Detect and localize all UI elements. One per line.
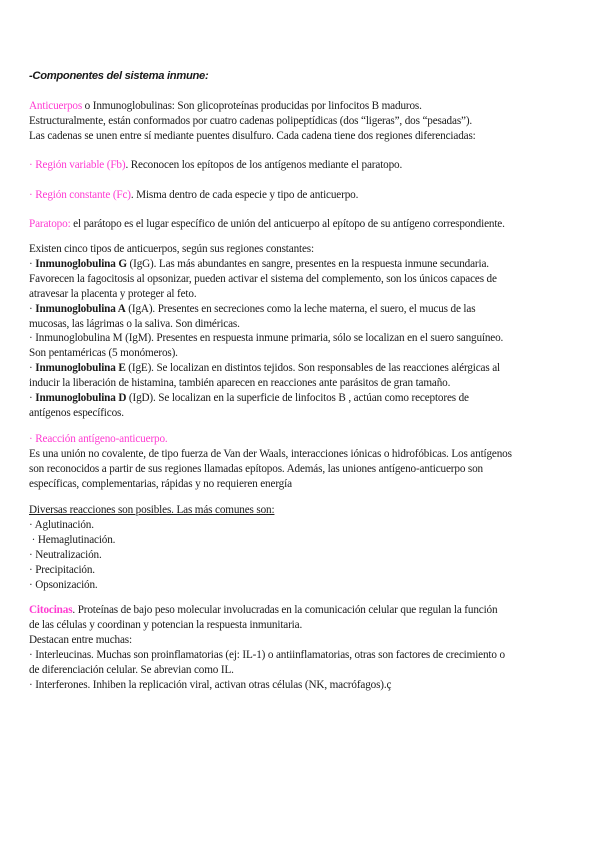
iga-line-1: · Inmunoglobulina A (IgA). Presentes en secreciones como la leche materna, el suero, el mucus de las: [29, 302, 476, 315]
citocinas-line-2: de las células y coordinan y potencian la respuesta inmunitaria.: [29, 618, 303, 631]
iga-name: Inmunoglobulina A: [35, 302, 126, 315]
term-citocinas: Citocinas: [29, 604, 73, 616]
citocinas-line-3: Destacan entre muchas:: [29, 633, 132, 646]
reaccion-line-3: específicas, complementarias, rápidas y no requieren energía: [29, 477, 292, 490]
list-item: · Aglutinación.: [29, 518, 94, 531]
igg-line-3: atravesar la placenta y proteger al feto.: [29, 287, 197, 300]
reaccion-heading: · Reacción antígeno-anticuerpo.: [29, 433, 168, 445]
reacciones-heading: Diversas reacciones son posibles. Las más comunes son:: [29, 504, 275, 516]
igg-line-2: Favorecen la fagocitosis al opsonizar, pueden activar el sistema del complemento, son los únicos capaces de: [29, 272, 497, 285]
ige-line-1: · Inmunoglobulina E (IgE). Se localizan en distintos tejidos. Son responsables de las reacciones alérgicas al: [29, 362, 500, 375]
region-variable: · Región variable (Fb). Reconocen los epítopos de los antígenos mediante el paratopo.: [29, 159, 403, 171]
intro-line-3: Las cadenas se unen entre sí mediante puentes disulfuro. Cada cadena tiene dos regiones diferenciadas:: [29, 129, 476, 142]
list-item: · Opsonización.: [29, 578, 98, 591]
reaccion-line-2: son reconocidos a partir de sus regiones llamadas epítopos. Además, las uniones antígeno-anticuerpo son: [29, 462, 483, 475]
term-paratopo: Paratopo:: [29, 218, 71, 230]
intro-paragraph: [29, 99, 476, 144]
igg-name: Inmunoglobulina G: [35, 257, 127, 270]
tipos-intro: Existen cinco tipos de anticuerpos, según sus regiones constantes:: [29, 243, 314, 255]
igd-line-2: antígenos específicos.: [29, 406, 124, 419]
igd-name: Inmunoglobulina D: [35, 392, 127, 405]
paratopo-paragraph: Paratopo: el parátopo es el lugar específico de unión del anticuerpo al epítopo de su antígeno correspondiente.: [29, 218, 505, 230]
term-region-constante: · Región constante (Fc): [29, 189, 131, 201]
intro-line-1: Anticuerpos o Inmunoglobulinas: Son glicoproteínas producidas por linfocitos B maduros.: [29, 100, 422, 112]
list-item: · Neutralización.: [29, 548, 102, 561]
term-anticuerpos: Anticuerpos: [29, 100, 83, 112]
term-region-variable: · Región variable (Fb): [29, 159, 126, 171]
region-constante: · Región constante (Fc). Misma dentro de cada especie y tipo de anticuerpo.: [29, 189, 359, 201]
igg-line-1: · Inmunoglobulina G (IgG). Las más abundantes en sangre, presentes en la respuesta inmune secundaria.: [29, 257, 489, 270]
citocinas-line-5: de diferenciación celular. Se abrevian como IL.: [29, 663, 234, 676]
reaccion-antigeno-anticuerpo: [29, 432, 512, 492]
igm-line-2: Son pentaméricas (5 monómeros).: [29, 347, 178, 360]
igd-line-1: · Inmunoglobulina D (IgD). Se localizan en la superficie de linfocitos B , actúan como receptores de: [29, 392, 469, 405]
iga-line-2: mucosas, las lágrimas o la saliva. Son diméricas.: [29, 317, 240, 330]
ige-name: Inmunoglobulina E: [35, 362, 126, 375]
citocinas-line-4: · Interleucinas. Muchas son proinflamatorias (ej: IL-1) o antiinflamatorias, otras son factores de crecimiento o: [29, 648, 505, 661]
citocinas-line-6: · Interferones. Inhiben la replicación viral, activan otras células (NK, macrófagos).ç: [29, 678, 392, 691]
page-title: -Componentes del sistema inmune:: [29, 70, 209, 82]
ige-line-2: inducir la liberación de histamina, también aparecen en reacciones ante parásitos de gran tamaño.: [29, 377, 451, 390]
reaccion-line-1: Es una unión no covalente, de tipo fuerza de Van der Waals, interacciones iónicas o hidrofóbicas. Los antígenos: [29, 447, 512, 460]
citocinas-section: [29, 603, 505, 692]
reacciones-posibles: [29, 503, 274, 592]
list-item: · Hemaglutinación.: [29, 533, 116, 546]
igm-line-1: · Inmunoglobulina M (IgM). Presentes en respuesta inmune primaria, sólo se localizan en el suero sanguíneo.: [29, 332, 504, 345]
tipos-anticuerpos: [29, 242, 503, 421]
list-item: · Precipitación.: [29, 563, 95, 576]
intro-line-2: Estructuralmente, están conformados por cuatro cadenas polipeptídicas (dos “ligeras”, dos “pesadas”).: [29, 114, 473, 127]
citocinas-line-1: Citocinas. Proteínas de bajo peso molecular involucradas en la comunicación celular que regulan la función: [29, 604, 498, 616]
